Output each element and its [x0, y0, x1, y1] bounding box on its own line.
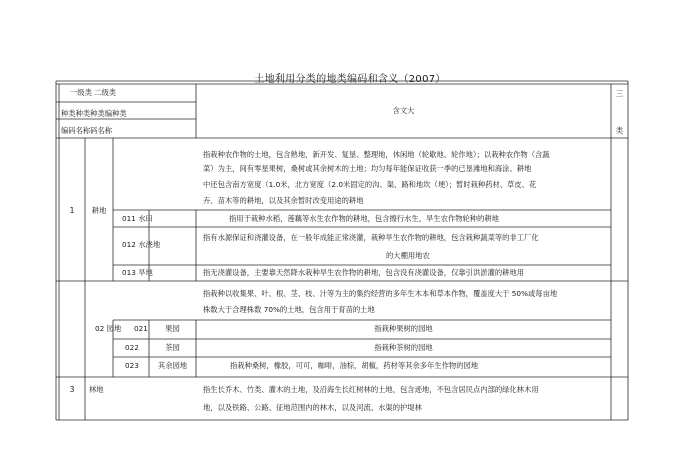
subcategory-code-name — [122, 268, 153, 277]
subcategory-description: 指无浇灌设备，主要靠天然降水栽种旱生农作物的耕地，包含没有浇灌设备，仅靠引洪淤灌的耕地用 — [203, 268, 525, 277]
category-description-line: 指生长乔木、竹类、灌木的土地，及沿海生长红树林的土地，包含迹地，不包含居民点内部的绿化林木用 — [203, 385, 539, 394]
header-class-label-bottom: 类 — [615, 126, 624, 135]
category-description-line: 地，以及铁路、公路、征地范围内的林木，以及河流、水渠的护堤林 — [203, 403, 422, 412]
subcategory-code: 012 — [122, 240, 136, 249]
subcategory-code: 013 — [122, 268, 136, 277]
subcategory-description: 指有水源保证和浇灌设备，在一般年成能正常浇灌，栽种旱生农作物的耕地，包含栽种蔬菜等的非工厂化 — [203, 233, 539, 242]
subcategory-code: 021 — [134, 324, 148, 333]
subcategory-description: 的大棚用地农 — [386, 251, 430, 260]
subcategory-description: 指栽种茶树的园地 — [374, 343, 433, 352]
header-code-label: 编码名称码名称 — [61, 126, 113, 135]
category-description-line: 指栽种农作物的土地，包含熟地，新开发、复垦、整理地，休闲地（轮歇地、轮作地）；以栽种农作物（含蔬 — [203, 150, 550, 159]
subcategory-description: 指栽种果树的园地 — [374, 324, 433, 333]
subcategory-description: 指栽种桑树，橡胶，可可，咖啡，油棕，胡椒，药材等其余多年生作物的园地 — [230, 361, 479, 370]
category-code: 1 — [69, 206, 75, 215]
header-class-label-top: 三 — [615, 89, 624, 98]
category-name: 林地 — [89, 385, 104, 394]
category-code: 3 — [69, 385, 75, 394]
subcategory-code: 023 — [125, 361, 139, 370]
subcategory-code: 022 — [125, 343, 139, 352]
category-description-line: 指栽种以收集果、叶、根、茎、枝、汁等为主的集约经营的多年生木本和草本作物，覆盖度大于 50%或每亩地 — [203, 289, 558, 298]
category-code: 02 — [95, 324, 105, 333]
subcategory-name: 水浇地 — [138, 240, 161, 249]
subcategory-code-name — [122, 240, 160, 249]
category-description-line: 卉、苗木等的耕地，以及其余暂时改变用途的耕地 — [203, 196, 364, 205]
category-description-line: 株数大于合理株数 70%的土地，包含用于育苗的土地 — [203, 305, 375, 314]
subcategory-name: 旱地 — [138, 268, 153, 277]
subcategory-name: 水田 — [138, 214, 153, 223]
subcategory-name: 果园 — [165, 324, 180, 333]
document-title: 土地利用分类的地类编码和含义（2007） — [254, 74, 446, 85]
header-type-label: 种类种类种类编种类 — [61, 109, 127, 118]
subcategory-name: 其余园地 — [157, 361, 188, 370]
subcategory-description: 指用于栽种水稻，莲藕等水生农作物的耕地，包含擦行水生，旱生农作物轮种的耕地 — [229, 214, 499, 223]
header-level-label: 一级类 二级类 — [70, 88, 117, 97]
category-description-line: 中还包含南方宽度（1.0米，北方宽度（2.0米固定的沟、渠、路和地坎（埂）；暂时栽种药材、草皮、花 — [203, 180, 537, 189]
category-description-line: 菜）为主，间有零星果树，桑树或其余树木的土地；均匀每年能保证收获一季的已垦滩地和海涂。耕地 — [203, 164, 532, 173]
subcategory-code: 011 — [122, 214, 136, 223]
subcategory-name: 茶园 — [165, 343, 180, 352]
category-name: 园地 — [106, 324, 122, 333]
header-meaning-label: 含文大 — [392, 106, 415, 115]
subcategory-code-name — [122, 214, 153, 223]
category-name: 耕地 — [91, 206, 107, 215]
category-code-name — [95, 324, 121, 333]
